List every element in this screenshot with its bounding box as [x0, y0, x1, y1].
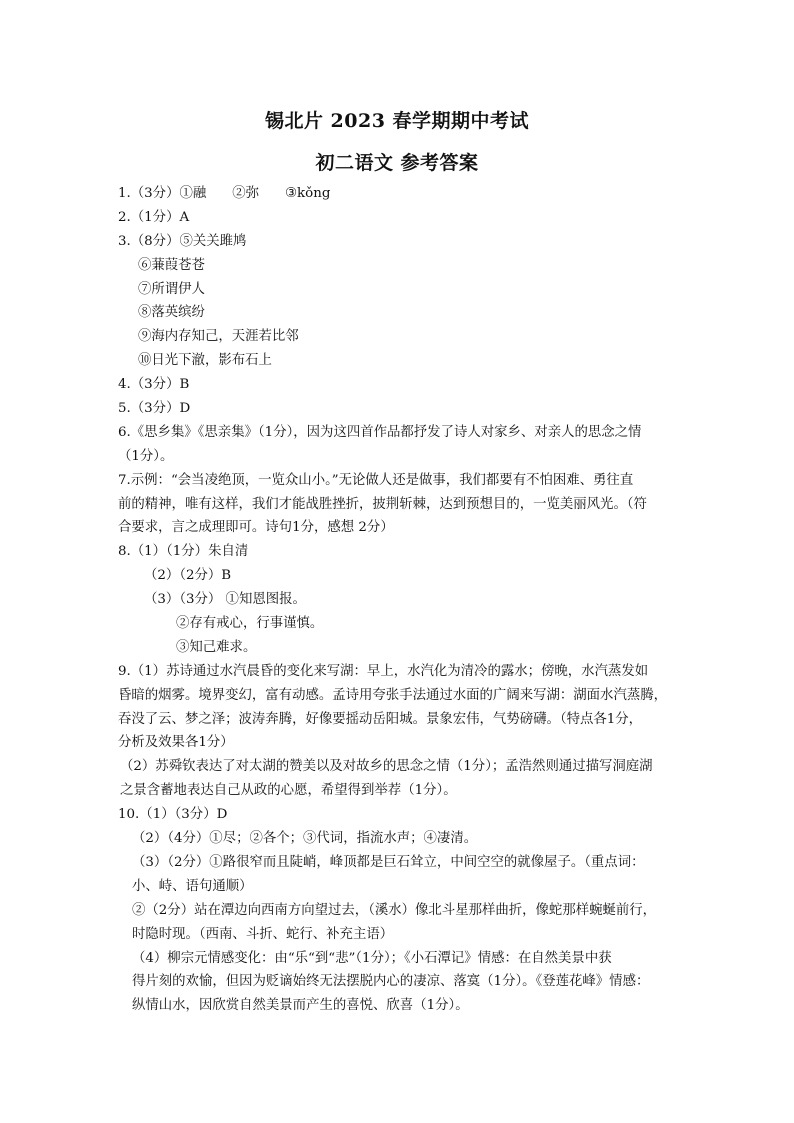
answer-q8-line: ③知己难求。 [176, 639, 257, 655]
answer-q9-line: 分析及效果各1分） [118, 735, 234, 751]
answer-q6-line: （1分）。 [118, 448, 174, 464]
answer-q7-line: 7.示例：“会当凌绝顶，一览众山小。”无论做人还是做事，我们都要有不怕困难、勇往直 [118, 472, 634, 488]
answer-q8-line: ②存有戒心，行事谨慎。 [176, 616, 324, 632]
answer-q10-line: （2）（4分）①尽；②各个；③代词，指流水声；④凄清。 [132, 831, 478, 847]
answer-q10-line: 小、峙、语句通顺） [132, 878, 253, 894]
answer-q9-line: （2）苏舜钦表达了对太湖的赞美以及对故乡的思念之情（1分）；孟浩然则通过描写洞庭湖 [120, 759, 653, 775]
answer-q2: 2.（1分）A [118, 209, 190, 225]
answer-q9-line: 之景含蓄地表达自己从政的心愿，希望得到举荐（1分）。 [120, 783, 457, 799]
page-title: 锡北片 2023 春学期期中考试 [264, 110, 530, 132]
answer-q9-line: 9.（1）苏诗通过水汽晨昏的变化来写湖：早上，水汽化为清冷的露水；傍晚，水汽蒸发如 [118, 663, 649, 679]
page-subtitle: 初二语文 参考答案 [315, 152, 479, 174]
answer-q1-part1: 1.（3分）①融 [118, 186, 207, 201]
answer-q10-line: （4）柳宗元情感变化：由“乐“到“悲”（1分）；《小石潭记》情感：在自然美景中获 [132, 950, 612, 966]
answer-q10-line: 时隐时现。（西南、斗折、蛇行、补充主语） [132, 926, 394, 942]
answer-q8-line: （3）（3分） ①知恩图报。 [144, 592, 306, 608]
answer-q10-line: 得片刻的欢愉，但因为贬谪始终无法摆脱内心的凄凉、落寞（1分）。《登莲花峰》情感： [132, 974, 650, 990]
answer-q8-line: 8.（1）（1分）朱自清 [118, 544, 249, 560]
answer-q3-line: ⑧落英缤纷 [138, 305, 205, 321]
answer-q3-line: ⑦所谓伊人 [138, 281, 205, 297]
answer-q3-line: ⑥蒹葭苍苍 [138, 257, 205, 273]
answer-q10-line: （3）（2分）①路很窄而且陡峭，峰顶都是巨石耸立，中间空空的就像屋子。（重点词： [132, 854, 645, 870]
answer-q3-line: ⑨海内存知己，天涯若比邻 [138, 329, 299, 345]
answer-q7-line: 前的精神，唯有这样，我们才能战胜挫折，披荆斩棘，达到预想目的，一览美丽风光。（符 [118, 496, 647, 512]
answer-q7-line: 合要求，言之成理即可。诗句1分，感想 2分） [118, 520, 394, 536]
answer-q10-line: 10.（1）（3分）D [118, 807, 228, 823]
answer-q1-part3: ③kǒng [285, 186, 331, 201]
answer-q1-part2: ②弥 [232, 186, 260, 201]
answer-q8-line: （2）（2分）B [144, 568, 232, 584]
answer-q10-line: 纵情山水，因欣赏自然美景而产生的喜悦、欣喜（1分）。 [132, 998, 469, 1014]
answer-q3-line: 3.（8分）⑤关关雎鸠 [118, 233, 247, 249]
answer-q9-line: 吞没了云、梦之泽；波涛奔腾，好像要摇动岳阳城。景象宏伟，气势磅礴。（特点各1分， [118, 711, 643, 727]
answer-q3-line: ⑩日光下澈，影布石上 [138, 353, 272, 369]
answer-q10-line: ②（2分）站在潭边向西南方向望过去，（溪水）像北斗星那样曲折，像蛇那样蜿蜒前行， [132, 902, 657, 918]
answer-q6-line: 6.《思乡集》《思亲集》（1分），因为这四首作品都抒发了诗人对家乡、对亲人的思念之情 [118, 424, 642, 440]
answer-q5: 5.（3分）D [118, 401, 191, 417]
answer-q1 [118, 182, 684, 206]
answer-q4: 4.（3分）B [118, 377, 190, 393]
answer-q9-line: 昏暗的烟雾。境界变幻，富有动感。孟诗用夸张手法通过水面的广阔来写湖：湖面水汽蒸腾， [118, 687, 668, 703]
answer-list [118, 182, 684, 1018]
